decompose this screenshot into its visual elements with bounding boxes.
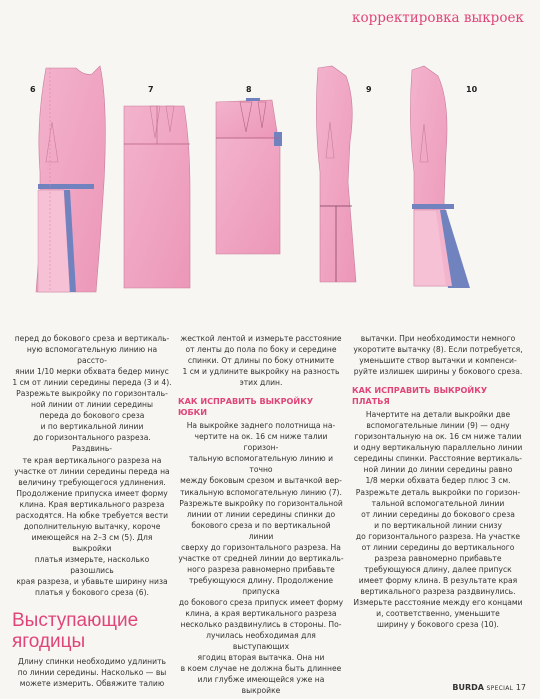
text-line: клина. Края вертикального разреза [19,499,165,509]
column-1 [12,333,172,689]
text-line: требующуюся длину. Продолжение [188,575,334,585]
figure-7-number: 7 [148,85,154,94]
text-line: Разрежьте выкройку по горизонталь- [16,389,168,399]
subheading-skirt: КАК ИСПРАВИТЬ ВЫКРОЙКУ ЮБКИ [178,396,314,417]
text-line: лучилась необходимая для выступающих [206,631,316,652]
text-line: имеющейся на 2–3 см (5). Для выкройки [31,532,153,553]
text-line: 1 см от линии середины переда (3 и 4). [12,378,172,388]
text-line: ной линии до линии середины равно [363,465,513,475]
text-line: тикальную вспомогательную линию (7). [180,487,342,497]
text-line: 1/8 мерки обхвата бедер плюс 3 см. [365,476,511,486]
text-line: можете измерить. Обвяжите талию [19,679,165,689]
text-line: участке от линии середины переда на [14,466,170,476]
text-line: платья у бокового среза (6). [35,588,149,598]
text-line: ягодиц вторая вытачка. Она ни [197,653,325,663]
text-line: от линии середины до вертикального [361,542,515,552]
column-3-text [352,333,524,377]
text-line: середины спинки. Расстояние вертикаль- [353,454,523,464]
text-line: от ленты до пола по боку и середине [185,345,337,355]
text-line: Разрежьте деталь выкройки по горизон- [355,487,521,497]
text-line: 1 см и удлините выкройку на разность [182,367,340,377]
figure-6-number: 6 [30,85,36,94]
text-line: перед до бокового среза и вертикаль- [14,334,170,343]
text-line: ной линии от линии середины [30,400,153,410]
text-line: и по вертикальной линии снизу [374,520,502,530]
text-line: и одну вертикальную параллельно линии [353,443,523,453]
text-line: величину требующегося удлинения. [18,477,166,487]
text-line: Начертите на детали выкройки две [365,410,511,420]
text-line: переда до бокового среза [39,411,145,421]
text-line: янии 1/10 мерки обхвата бедер минус [15,367,169,377]
brand-special: SPECIAL [486,685,514,692]
figure-8-number: 8 [246,85,252,94]
page-number: 17 [515,683,526,692]
figure-8 [216,85,282,254]
text-line: до горизонтального разреза. Раздвинь- [33,433,151,454]
text-line: Измерьте расстояние между его концами [353,597,523,607]
figure-10 [410,66,477,288]
text-line: ную вспомогательную линию на рассто- [26,345,158,366]
text-line: На выкройке заднего полотнища на- [186,421,336,431]
text-line: и, соответственно, уменьшите [376,609,500,619]
text-line: тальную вспомогательную линию и точно [188,454,334,475]
section-heading-buttocks: Выступающие ягодицы [12,610,139,653]
text-line: вспомогательные линии (9) — одну [366,421,510,431]
figure-9 [316,66,372,282]
text-line: Разрежьте выкройку по горизонтальной [179,498,343,508]
text-line: ного разреза равномерно прибавьте [187,564,335,574]
subheading-dress: КАК ИСПРАВИТЬ ВЫКРОЙКУ ПЛАТЬЯ [352,385,488,406]
text-line: вытачки. При необходимости немного [360,334,516,343]
text-line: линии от линии середины спинки до [186,509,336,519]
text-line: Длину спинки необходимо удлинить [18,657,166,667]
page-footer [452,683,526,692]
text-line: несколько раздвинулись в стороны. По- [180,620,342,630]
text-line: разреза равномерно прибавьте [374,553,502,563]
column-2-text-2 [178,420,344,696]
text-line: имеет форму клина. В результате края [358,575,518,585]
text-line: руйте излишек ширины у бокового среза. [353,367,523,377]
text-line: до горизонтального разреза. На участке [355,531,521,541]
text-line: по линии середины. Насколько — вы [17,668,167,678]
text-line: вертикального разреза раздвинулись. [360,586,516,596]
column-2 [178,333,344,696]
text-line: края разреза, и убавьте ширину низа [16,577,168,587]
text-line: дополнительную вытачку, короче [23,521,161,531]
text-line: от линии середины до бокового среза [361,509,515,519]
figure-7 [124,85,190,288]
text-line: платья измерьте, насколько разошлись [34,554,150,575]
text-line: тальной вспомогательной линии [371,498,505,508]
text-line: чертите на ок. 16 см ниже талии горизон- [194,432,328,453]
column-3-text-2 [352,409,524,630]
text-line: ширину у бокового среза (10). [377,620,499,630]
pattern-figures [0,62,540,302]
text-line: жесткой лентой и измерьте расстояние [180,334,342,343]
text-line: бокового среза и по вертикальной линии [191,520,331,541]
text-line: участке от средней линии до вертикаль- [178,553,344,563]
figure-10-number: 10 [466,85,478,94]
text-line: спинки. От длины по боку отнимите [187,356,335,366]
text-line: до бокового среза припуск имеет форму [178,597,344,607]
text-line: те края вертикального разреза на [22,455,162,465]
column-2-text [178,333,344,388]
text-line: и по вертикальной линии [40,422,144,432]
text-line: уменьшите створ вытачки и компенси- [359,356,517,366]
figure-9-number: 9 [366,85,372,94]
text-line: между боковым срезом и вытачкой вер- [180,476,342,486]
figure-6 [30,66,105,292]
column-1-text-2 [12,656,172,689]
text-line: клина, а края вертикального разреза [185,609,337,619]
text-line: горизонтальную на ок. 16 см ниже талии [354,432,522,442]
text-line: в коем случае не должна быть длиннее [180,664,342,674]
text-line: припуска [242,586,280,596]
text-line: Продолжение припуска имеет форму [16,488,168,498]
column-1-text [12,333,172,598]
text-line: сверху до горизонтального разреза. На [181,542,341,552]
brand: BURDA [452,683,484,692]
text-line: или глубже имеющейся уже на выкройке [197,675,325,696]
text-line: этих длин. [239,378,283,388]
column-3 [352,333,524,630]
text-line: расходятся. На юбке требуется вести [15,510,169,520]
text-line: требующуюся длину, далее припуск [364,564,512,574]
text-line: укоротите вытачку (8). Если потребуется, [353,345,523,355]
section-header: корректировка выкроек [352,10,524,26]
